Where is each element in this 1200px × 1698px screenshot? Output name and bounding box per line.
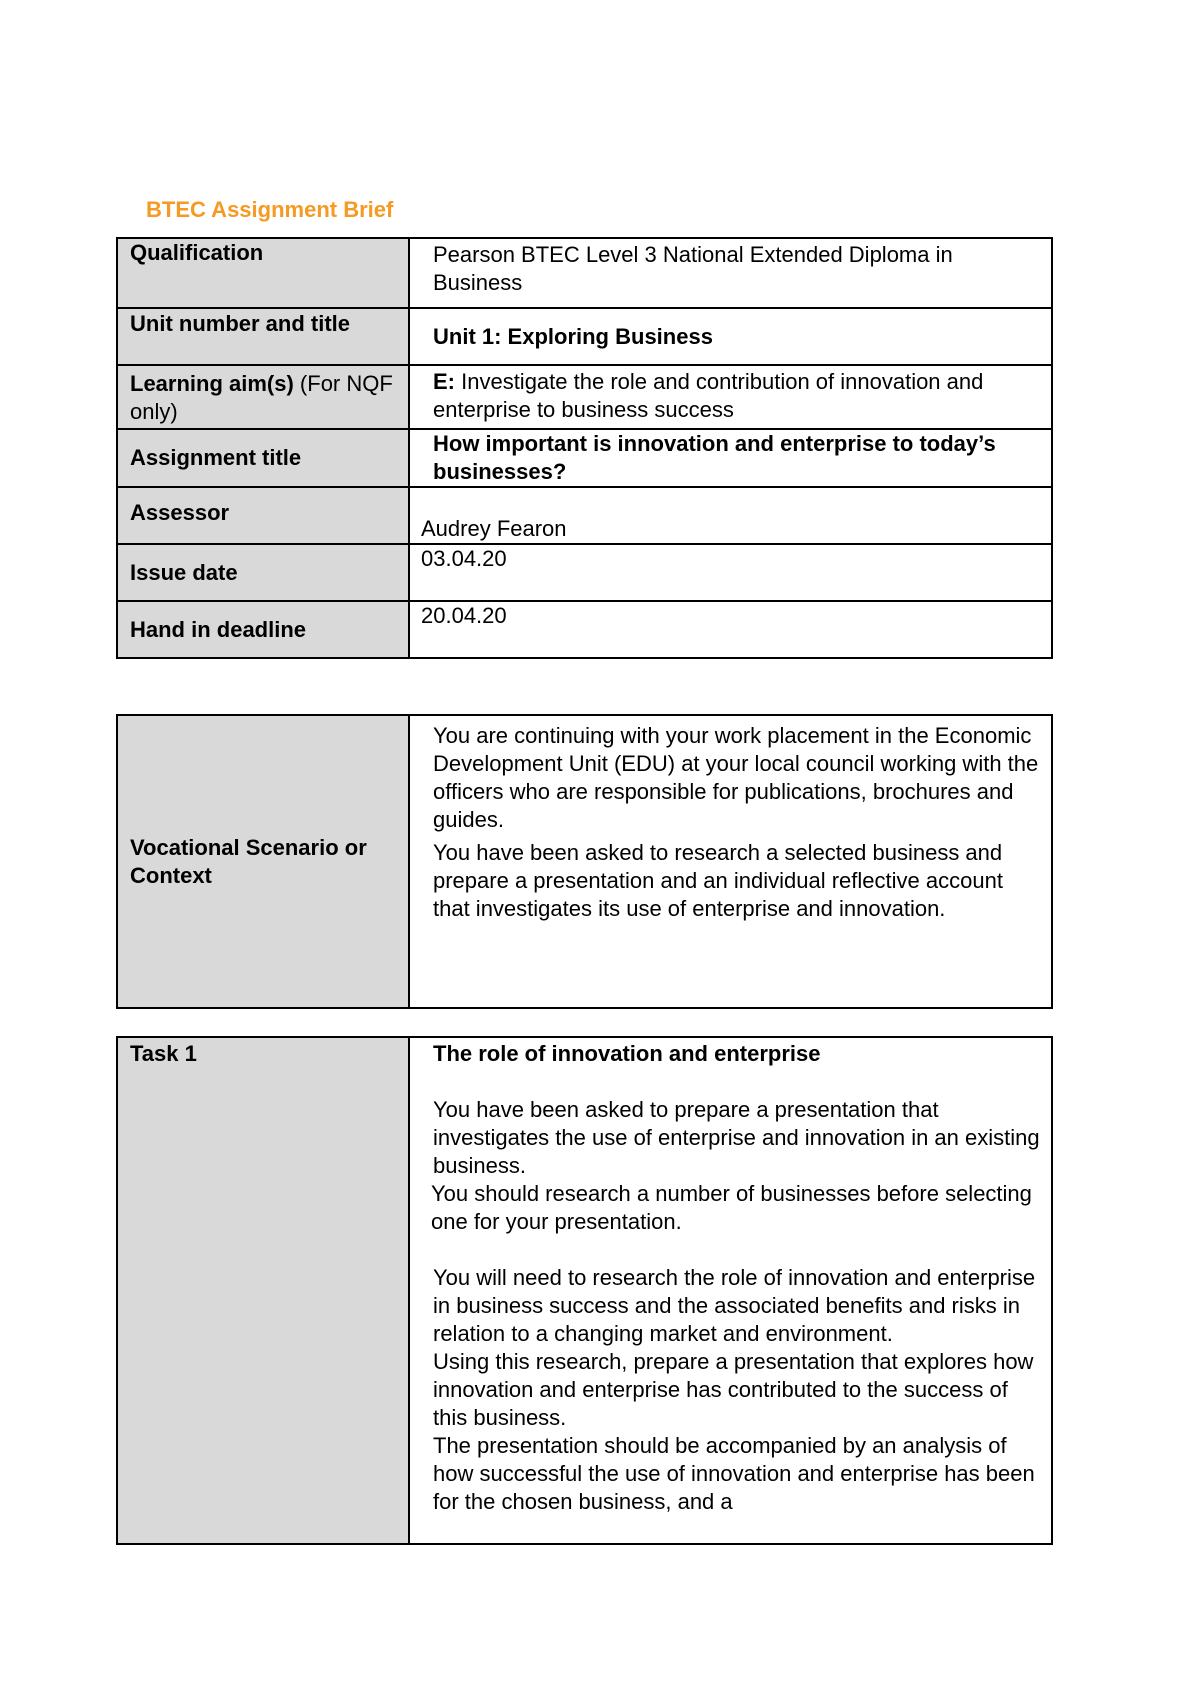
task1-paragraph-2: You should research a number of businesses before selecting one for your presentation. <box>431 1181 1032 1234</box>
unit-label: Unit number and title <box>130 311 350 336</box>
scenario-paragraph-1: You are continuing with your work placement in the Economic Development Unit (EDU) at your local council working with the officers who are responsible for publications, brochures and guides. <box>433 723 1039 832</box>
qualification-value: Pearson BTEC Level 3 National Extended Diploma in Business <box>433 242 953 295</box>
assessor-label: Assessor <box>130 500 230 525</box>
aim-label-cell <box>117 365 409 429</box>
deadline-value: 20.04.20 <box>421 603 507 628</box>
deadline-label-cell <box>117 601 409 658</box>
aim-label-note: (For NQF only) <box>130 371 393 424</box>
scenario-label: Vocational Scenario or Context <box>130 834 367 888</box>
deadline-label: Hand in deadline <box>130 617 307 642</box>
task1-paragraph-3: You will need to research the role of innovation and enterprise in business success and the associated benefits and risks in relation to a changing market and environment. <box>433 1265 1036 1346</box>
qualification-label: Qualification <box>130 240 264 265</box>
task1-value-cell <box>409 1037 1052 1544</box>
unit-value: Unit 1: Exploring Business <box>433 324 713 349</box>
assessor-value-cell <box>409 487 1052 544</box>
aim-value-cell <box>409 365 1052 429</box>
unit-label-cell <box>117 308 409 365</box>
task1-label: Task 1 <box>130 1041 197 1066</box>
unit-value-cell <box>409 308 1052 365</box>
scenario-paragraph-2: You have been asked to research a selected business and prepare a presentation and an individual reflective account that investigates its use of enterprise and innovation. <box>433 840 1003 921</box>
aim-value-prefix: E: <box>433 369 455 394</box>
assessor-value: Audrey Fearon <box>421 516 567 541</box>
aim-value: Investigate the role and contribution of innovation and enterprise to business success <box>433 369 984 422</box>
assignment-value: How important is innovation and enterprise to today’s businesses? <box>433 431 996 484</box>
task1-label-cell <box>117 1037 409 1544</box>
document-title: BTEC Assignment Brief <box>146 197 394 222</box>
assessor-label-cell <box>117 487 409 544</box>
assignment-value-cell <box>409 429 1052 487</box>
assignment-label: Assignment title <box>130 445 302 470</box>
task1-heading: The role of innovation and enterprise <box>433 1041 821 1066</box>
issue-date-value-cell <box>409 544 1052 601</box>
issue-date-value: 03.04.20 <box>421 546 507 571</box>
qualification-value-cell <box>409 238 1052 308</box>
info-table <box>116 237 1053 659</box>
issue-date-label-cell <box>117 544 409 601</box>
task1-paragraph-5: The presentation should be accompanied by an analysis of how successful the use of innovation and enterprise has been for the chosen business, and a <box>433 1433 1035 1514</box>
aim-label: Learning aim(s) <box>130 371 294 396</box>
scenario-value-cell <box>409 715 1052 1008</box>
scenario-label-cell <box>117 715 409 1008</box>
task1-paragraph-1: You have been asked to prepare a presentation that investigates the use of enterprise and innovation in an existing business. <box>433 1097 1040 1178</box>
assignment-label-cell <box>117 429 409 487</box>
task1-table <box>116 1036 1053 1545</box>
qualification-label-cell <box>117 238 409 308</box>
task1-paragraph-4: Using this research, prepare a presentation that explores how innovation and enterprise has contributed to the success of this business. <box>433 1349 1034 1430</box>
scenario-table <box>116 714 1053 1009</box>
issue-date-label: Issue date <box>130 560 238 585</box>
deadline-value-cell <box>409 601 1052 658</box>
